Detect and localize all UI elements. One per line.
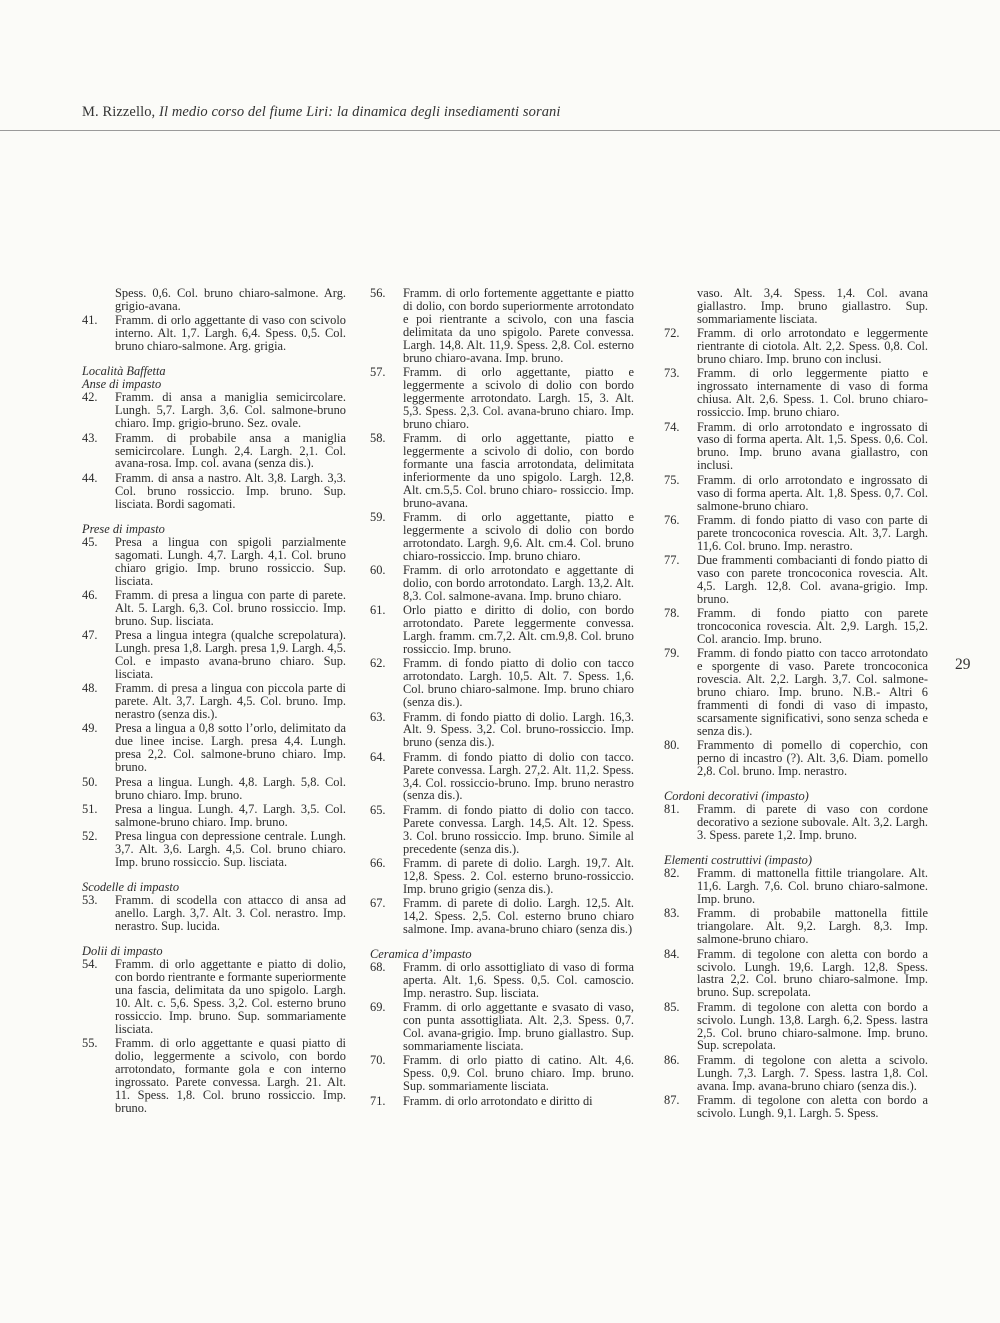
entry-text: Framm. di orlo aggettante, piatto e leggermente a scivolo di dolio con bordo leggermente arrotondato. Largh. 15, 3. Alt. 5,3. Spess. 2,3. Col. avana-bruno chiaro. Imp. bruno chiaro. bbox=[403, 364, 634, 431]
entry-text: Framm. di orlo piatto di catino. Alt. 4,6. Spess. 0,9. Col. bruno chiaro. Imp. bruno. Sup. sommariamente lisciata. bbox=[403, 1053, 634, 1094]
catalogue-entry bbox=[82, 314, 346, 353]
entry-number: 57. bbox=[370, 364, 386, 379]
catalogue-entry bbox=[82, 682, 346, 721]
entry-text: Framm. di orlo leggermente piatto e ingrossato internamente di vaso di forma chiusa. Alt. 2,6. Spess. 1. Col. bruno chiaro-rossiccio. Imp. bruno chiaro. bbox=[697, 366, 928, 420]
catalogue-entry bbox=[664, 367, 928, 419]
entry-text: Framm. di orlo arrotondato e aggettante di dolio, con bordo arrotondato. Largh. 13,2. Alt. 8,3. Col. salmone-avana. Imp. bruno chiaro. bbox=[403, 563, 634, 603]
entry-number: 59. bbox=[370, 509, 386, 524]
catalogue-entry bbox=[664, 803, 928, 842]
header-rule bbox=[0, 130, 1000, 131]
entry-text: Framm. di probabile mattonella fittile triangolare. Alt. 9,2. Largh. 8,3. Imp. salmone-bruno chiaro. bbox=[697, 906, 928, 947]
entry-text: Presa a lingua. Lungh. 4,7. Largh. 3,5. Col. salmone-bruno chiaro. Imp. bruno. bbox=[115, 801, 346, 829]
entry-text: Due frammenti combacianti di fondo piatto di vaso con parete troncoconica rovescia. Alt. 4,5. Largh. 12,8. Col. avana-grigio. Imp. bruno. bbox=[697, 553, 928, 606]
entry-number: 77. bbox=[664, 553, 680, 568]
catalogue-entry bbox=[664, 867, 928, 906]
entry-number: 67. bbox=[370, 896, 386, 911]
entry-text: Framm. di orlo fortemente aggettante e piatto di dolio, con bordo superiormente arrotondato e poi rientrante a scivolo, con una fascia delimitata da uno spigolo. Parete convessa. Largh. 14,8. Alt. 11,9. Spess. 2,8. Col. esterno bruno chiaro-avana. Imp. bruno. bbox=[403, 286, 634, 365]
entry-text: Framm. di fondo piatto con tacco arrotondato e sporgente di vaso. Parete troncoconica rovescia. Alt. 2,2. Largh. 3,7. Col. salmone-bruno chiaro. Imp. bruno. N.B.- Altri 6 frammenti di fondi di vaso di impasto, scarsamente significativi, sono senza scheda e senza dis.). bbox=[697, 646, 928, 738]
entry-number: 62. bbox=[370, 656, 386, 671]
entry-text: Framm. di probabile ansa a maniglia semicircolare. Lungh. 2,4. Largh. 2,1. Col. avana-rosa. Imp. col. avana (senza dis.). bbox=[115, 430, 346, 471]
catalogue-entry bbox=[370, 511, 634, 563]
catalogue-entry bbox=[664, 607, 928, 646]
entry-number: 51. bbox=[82, 801, 98, 816]
catalogue-entry bbox=[370, 751, 634, 803]
catalogue-entry bbox=[82, 629, 346, 681]
catalogue-entry bbox=[664, 421, 928, 473]
catalogue-entry bbox=[370, 711, 634, 750]
entry-number: 82. bbox=[664, 866, 680, 881]
section-heading: Località Baffetta bbox=[82, 364, 166, 379]
entry-continuation: Spess. 0,6. Col. bruno chiaro-salmone. Arg. grigio-avana. bbox=[115, 286, 346, 313]
entry-number: 78. bbox=[664, 606, 680, 621]
entry-text: Framm. di orlo arrotondato e diritto di bbox=[403, 1093, 593, 1108]
entry-number: 69. bbox=[370, 1000, 386, 1015]
catalogue-entry bbox=[370, 961, 634, 1000]
entry-number: 45. bbox=[82, 534, 98, 549]
catalogue-entry bbox=[370, 857, 634, 896]
entry-number: 43. bbox=[82, 430, 98, 445]
entry-number: 73. bbox=[664, 366, 680, 381]
entry-number: 76. bbox=[664, 512, 680, 527]
entry-number: 75. bbox=[664, 472, 680, 487]
section-heading: Anse di impasto bbox=[82, 377, 162, 392]
entry-text: Framm. di presa a lingua con piccola parte di parete. Alt. 3,7. Largh. 4,5. Col. bruno. Imp. nerastro (senza dis.). bbox=[115, 681, 346, 722]
catalogue-entry bbox=[664, 948, 928, 1000]
text-column-2 bbox=[370, 287, 634, 1109]
entry-text: Framm. di tegolone con aletta con bordo a scivolo. Lungh. 13,8. Largh. 6,2. Spess. lastra 2,5. Col. bruno chiaro-salmone. Imp. bruno. Sup. screpolata. bbox=[697, 999, 928, 1053]
entry-number: 49. bbox=[82, 721, 98, 736]
entry-text: Presa a lingua. Lungh. 4,8. Largh. 5,8. Col. bruno chiaro. Imp. bruno. bbox=[115, 774, 346, 802]
entry-number: 71. bbox=[370, 1093, 386, 1108]
entry-text: Framm. di tegolone con aletta con bordo a scivolo. Lungh. 9,1. Largh. 5. Spess. bbox=[697, 1093, 928, 1120]
entry-number: 68. bbox=[370, 960, 386, 975]
catalogue-entry bbox=[82, 1037, 346, 1114]
entry-number: 46. bbox=[82, 587, 98, 602]
catalogue-entry bbox=[82, 472, 346, 511]
entry-text: Framm. di mattonella fittile triangolare. Alt. 11,6. Largh. 7,6. Col. bruno chiaro-salmone. Imp. bruno. bbox=[697, 866, 928, 906]
entry-number: 55. bbox=[82, 1036, 98, 1051]
entry-text: Framm. di scodella con attacco di ansa ad anello. Largh. 3,7. Alt. 3. Col. nerastro. Imp. nerastro. Sup. lucida. bbox=[115, 893, 346, 933]
entry-text: Presa a lingua a 0,8 sotto l’orlo, delimitato da due linee incise. Largh. presa 4,4. Lungh. presa 2,2. Col. salmone-bruno chiaro. Imp. bruno. bbox=[115, 721, 346, 775]
entry-number: 48. bbox=[82, 681, 98, 696]
catalogue-entry bbox=[370, 604, 634, 656]
catalogue-entry bbox=[664, 514, 928, 553]
text-column-1 bbox=[82, 287, 346, 1116]
entry-text: Orlo piatto e diritto di dolio, con bordo arrotondato. Parete leggermente convessa. Largh. framm. cm.7,2. Alt. cm.9,8. Col. bruno rossiccio. Imp. bruno. bbox=[403, 603, 634, 656]
catalogue-entry bbox=[370, 897, 634, 936]
catalogue-entry bbox=[664, 739, 928, 778]
entry-text: Framm. di orlo aggettante, piatto e leggermente a scivolo di dolio, con bordo formante una fascia arrotondata, delimitata inferiormente da uno spigolo. Largh. 12,8. Alt. cm.5,5. Col. bruno chiaro- rossiccio. Imp. bruno-avana. bbox=[403, 430, 634, 510]
entry-number: 81. bbox=[664, 802, 680, 817]
entry-number: 41. bbox=[82, 313, 98, 328]
entry-text: Framm. di fondo piatto di vaso con parte di parete troncoconica rovescia. Alt. 3,7. Largh. 11,6. Col. bruno. Imp. nerastro. bbox=[697, 512, 928, 553]
entry-number: 44. bbox=[82, 470, 98, 485]
entry-number: 42. bbox=[82, 390, 98, 405]
entry-text: Framm. di fondo piatto di dolio. Largh. 16,3. Alt. 9. Spess. 3,2. Col. bruno-rossiccio. Imp. bruno (senza dis.). bbox=[403, 709, 634, 750]
section-heading: Prese di impasto bbox=[82, 521, 165, 536]
catalogue-entry bbox=[370, 366, 634, 431]
catalogue-entry bbox=[664, 1001, 928, 1053]
entry-text: Presa a lingua integra (qualche screpolatura). Lungh. presa 1,8. Largh. presa 1,9. Largh. 4,5. Col. e impasto avana-bruno chiaro. Sup. lisciata. bbox=[115, 628, 346, 681]
catalogue-entry bbox=[664, 647, 928, 737]
entry-text: Framm. di orlo aggettante, piatto e leggermente a scivolo di dolio con bordo arrotondato. Largh. 9,6. Alt. cm.4. Col. bruno chiaro-rossiccio. Imp. bruno chiaro. bbox=[403, 509, 634, 563]
section-heading: Ceramica d’impasto bbox=[370, 946, 472, 961]
catalogue-entry bbox=[664, 327, 928, 366]
page-number: 29 bbox=[955, 656, 971, 673]
entry-number: 50. bbox=[82, 774, 98, 789]
entry-text: Framm. di fondo piatto con parete troncoconica rovescia. Alt. 2,9. Largh. 15,2. Col. arancio. Imp. bruno. bbox=[697, 606, 928, 647]
entry-text: Framm. di tegolone con aletta con bordo a scivolo. Lungh. 19,6. Largh. 12,8. Spess. lastra 2,2. Col. bruno chiaro-salmone. Imp. bruno. Sup. screpolata. bbox=[697, 946, 928, 1000]
entry-number: 61. bbox=[370, 603, 386, 618]
entry-text: Framm. di orlo arrotondato e ingrossato di vaso di forma aperta. Alt. 1,8. Spess. 0,7. Col. salmone-bruno chiaro. bbox=[697, 472, 928, 513]
entry-continuation: vaso. Alt. 3,4. Spess. 1,4. Col. avana giallastro. Imp. bruno giallastro. Sup. sommariamente lisciata. bbox=[697, 286, 928, 326]
entry-text: Framm. di orlo aggettante e piatto di dolio, con bordo rientrante e formante superiormente una fascia, delimitata da uno spigolo. Largh. 10. Alt. c. 5,6. Spess. 3,2. Col. esterno bruno rossiccio. Imp. bruno. Sup. sommariamente lisciata. bbox=[115, 957, 346, 1036]
entry-number: 70. bbox=[370, 1053, 386, 1068]
catalogue-entry bbox=[370, 657, 634, 709]
entry-number: 56. bbox=[370, 286, 386, 300]
section-heading: Elementi costruttivi (impasto) bbox=[664, 852, 812, 867]
entry-text: Framm. di ansa a maniglia semicircolare. Lungh. 5,7. Largh. 3,6. Col. salmone-bruno chiaro. Imp. grigio-bruno. Sez. ovale. bbox=[115, 390, 346, 431]
entry-number: 64. bbox=[370, 749, 386, 764]
catalogue-entry bbox=[82, 432, 346, 471]
section-heading: Scodelle di impasto bbox=[82, 879, 180, 894]
entry-number: 85. bbox=[664, 999, 680, 1014]
catalogue-entry bbox=[370, 1095, 634, 1108]
entry-number: 63. bbox=[370, 709, 386, 724]
catalogue-entry bbox=[82, 803, 346, 829]
catalogue-entry bbox=[664, 1094, 928, 1120]
section-heading: Dolii di impasto bbox=[82, 943, 163, 958]
entry-number: 60. bbox=[370, 563, 386, 578]
catalogue-entry bbox=[82, 391, 346, 430]
header-author: M. Rizzello, bbox=[82, 104, 156, 120]
entry-number: 47. bbox=[82, 628, 98, 643]
entry-text: Framm. di orlo arrotondato e ingrossato di vaso di forma aperta. Alt. 1,5. Spess. 0,6. Col. bruno. Imp. bruno avana giallastro, con inclusi. bbox=[697, 419, 928, 473]
entry-text: Framm. di orlo assottigliato di vaso di forma aperta. Alt. 1,6. Spess. 0,5. Col. camoscio. Imp. nerastro. Sup. lisciata. bbox=[403, 960, 634, 1000]
entry-number: 84. bbox=[664, 946, 680, 961]
entry-number: 52. bbox=[82, 829, 98, 844]
section-heading: Cordoni decorativi (impasto) bbox=[664, 789, 809, 804]
entry-text: Framm. di presa a lingua con parte di parete. Alt. 5. Largh. 6,3. Col. bruno rossiccio. Imp. bruno. Sup. lisciata. bbox=[115, 587, 346, 628]
entry-text: Framm. di tegolone con aletta a scivolo. Lungh. 7,3. Largh. 7. Spess. lastra 1,8. Col. avana. Imp. avana-bruno chiaro (senza dis.). bbox=[697, 1052, 928, 1093]
catalogue-entry bbox=[664, 1054, 928, 1093]
entry-text: Frammento di pomello di coperchio, con perno di incastro (?). Alt. 3,6. Diam. pomello 2,8. Col. bruno. Imp. nerastro. bbox=[697, 738, 928, 779]
entry-text: Framm. di fondo piatto di dolio con tacco. Parete convessa. Largh. 27,2. Alt. 11,2. Spess. 3,4. Col. rossiccio-bruno. Imp. bruno nerastro (senza dis.). bbox=[403, 749, 634, 803]
catalogue-entry bbox=[82, 958, 346, 1035]
entry-number: 79. bbox=[664, 646, 680, 661]
entry-number: 66. bbox=[370, 855, 386, 870]
running-head bbox=[82, 104, 561, 121]
entry-number: 80. bbox=[664, 738, 680, 753]
entry-number: 83. bbox=[664, 906, 680, 921]
entry-text: Framm. di parete di vaso con cordone decorativo a sezione subovale. Alt. 3,2. Largh. 3. Spess. parete 1,2. Imp. bruno. bbox=[697, 802, 928, 843]
entry-text: Presa a lingua con spigoli parzialmente sagomati. Lungh. 4,7. Largh. 4,1. Col. bruno chiaro grigio. Imp. bruno rossiccio. Sup. lisciata. bbox=[115, 534, 346, 588]
entry-number: 53. bbox=[82, 893, 98, 908]
catalogue-entry bbox=[370, 287, 634, 364]
entry-text: Presa lingua con depressione centrale. Lungh. 3,7. Alt. 3,6. Largh. 4,5. Col. bruno chiaro. Imp. bruno rossiccio. Sup. lisciata. bbox=[115, 829, 346, 870]
entry-number: 74. bbox=[664, 419, 680, 434]
entry-text: Framm. di orlo aggettante e quasi piatto di dolio, leggermente a scivolo, con bordo arrotondato, formante gola e con interno ingrossato. Parete convessa. Largh. 21. Alt. 11. Spess. 1,8. Col. bruno rossiccio. Imp. bruno. bbox=[115, 1036, 346, 1115]
header-title: Il medio corso del fiume Liri: la dinamica degli insediamenti sorani bbox=[159, 104, 561, 120]
entry-text: Framm. di parete di dolio. Largh. 12,5. Alt. 14,2. Spess. 2,5. Col. esterno bruno chiaro salmone. Imp. avana-bruno chiaro (senza dis.) bbox=[403, 896, 634, 936]
entry-number: 87. bbox=[664, 1093, 680, 1108]
entry-text: Framm. di parete di dolio. Largh. 19,7. Alt. 12,8. Spess. 2. Col. esterno bruno-rossiccio. Imp. bruno grigio (senza dis.). bbox=[403, 855, 634, 896]
entry-text: Framm. di orlo arrotondato e leggermente rientrante di ciotola. Alt. 2,2. Spess. 0,8. Col. bruno chiaro. Imp. bruno con inclusi. bbox=[697, 326, 928, 367]
entry-text: Framm. di orlo aggettante e svasato di vaso, con punta assottigliata. Alt. 2,3. Spess. 0,7. Col. avana-grigio. Imp. bruno giallastro. Sup. sommariamente lisciata. bbox=[403, 1000, 634, 1054]
entry-text: Framm. di fondo piatto di dolio con tacco. Parete convessa. Largh. 14,5. Alt. 12. Spess. 3. Col. bruno rossiccio. Imp. bruno. Simile al precedente (senza dis.). bbox=[403, 802, 634, 856]
catalogue-entry bbox=[370, 1054, 634, 1093]
catalogue-entry bbox=[664, 554, 928, 606]
entry-number: 65. bbox=[370, 802, 386, 817]
entry-number: 72. bbox=[664, 326, 680, 341]
entry-text: Framm. di ansa a nastro. Alt. 3,8. Largh. 3,3. Col. bruno rossiccio. Imp. bruno. Sup. lisciata. Bordi sagomati. bbox=[115, 470, 346, 511]
catalogue-entry bbox=[370, 1001, 634, 1053]
catalogue-entry bbox=[370, 564, 634, 603]
catalogue-entry bbox=[82, 776, 346, 802]
entry-number: 54. bbox=[82, 957, 98, 972]
catalogue-entry bbox=[82, 894, 346, 933]
entry-text: Framm. di fondo piatto di dolio con tacco arrotondato. Largh. 10,5. Alt. 7. Spess. 1,6. Col. bruno chiaro-salmone. Imp. bruno chiaro (senza dis.). bbox=[403, 656, 634, 710]
entry-number: 58. bbox=[370, 430, 386, 445]
catalogue-entry bbox=[370, 804, 634, 856]
text-column-3 bbox=[664, 287, 928, 1121]
catalogue-entry bbox=[82, 722, 346, 774]
catalogue-entry bbox=[370, 432, 634, 509]
entry-text: Framm. di orlo aggettante di vaso con scivolo interno. Alt. 1,7. Largh. 6,4. Spess. 0,5. Col. bruno chiaro-salmone. Arg. grigia. bbox=[115, 313, 346, 354]
catalogue-entry bbox=[664, 907, 928, 946]
catalogue-entry bbox=[82, 830, 346, 869]
entry-number: 86. bbox=[664, 1052, 680, 1067]
catalogue-entry bbox=[664, 474, 928, 513]
catalogue-entry bbox=[82, 589, 346, 628]
catalogue-entry bbox=[82, 536, 346, 588]
